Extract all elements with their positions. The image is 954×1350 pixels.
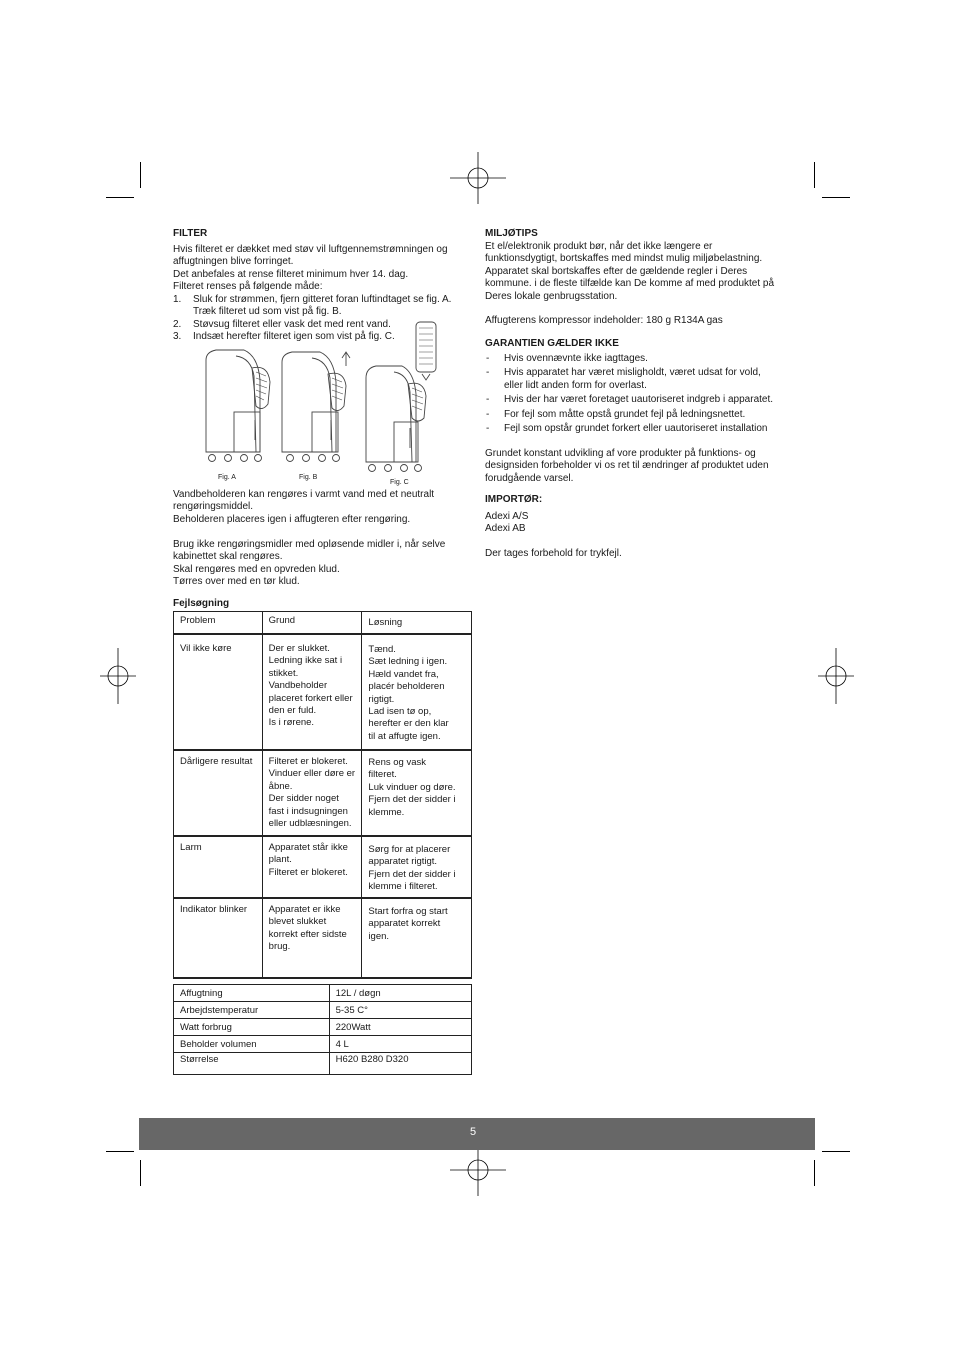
text-line: Træk filteret ud som vist på fig. B.: [193, 306, 342, 318]
text-line: Luk vinduer og døre.: [368, 781, 456, 793]
registration-mark-top: [450, 152, 506, 204]
step-number: 3.: [173, 331, 182, 343]
table-row: [174, 836, 472, 898]
column-header: Grund: [262, 612, 362, 635]
text-line: klemme i filteret.: [368, 881, 438, 893]
cause-cell: [262, 750, 362, 836]
solution-cell: [362, 634, 472, 750]
spec-label: Størrelse: [174, 1053, 330, 1075]
text-line: Is i rørene.: [268, 717, 315, 729]
text-line: eller udblæsningen.: [268, 818, 352, 830]
fig-c-label: Fig. C: [390, 479, 409, 486]
text-line: Apparatet står ikke: [268, 842, 348, 853]
spec-value: 5-35 C°: [329, 1002, 471, 1019]
text-line: Sluk for strømmen, fjern gitteret foran luftindtaget se fig. A.: [193, 294, 452, 305]
text-line: Apparatet skal bortskaffes efter de gældende regler i Deres: [485, 265, 748, 277]
text-line: Det anbefales at rense filteret minimum hver 14. dag.: [173, 268, 409, 280]
table-row: [174, 898, 472, 978]
list-item: [485, 353, 785, 365]
text-line: Ledning ikke sat i: [268, 655, 343, 667]
text-line: Sæt ledning i igen.: [368, 656, 448, 668]
text-line: Apparatet er ikke: [268, 904, 341, 915]
registration-mark-right: [818, 648, 854, 704]
text-line: Fjern det der sidder i: [368, 794, 456, 806]
problem-cell: Indikator blinker: [174, 898, 263, 978]
miljo-heading: MILJØTIPS: [485, 228, 538, 239]
spec-value: H620 B280 D320: [329, 1053, 471, 1075]
text-line: korrekt efter sidste: [268, 928, 347, 940]
text-line: eller lidt anden form for overlast.: [504, 379, 647, 391]
crop-mark: [814, 1160, 815, 1186]
solution-cell: [362, 898, 472, 978]
dash-bullet: -: [486, 367, 490, 379]
text-line: klemme.: [368, 806, 405, 818]
text-line: Adexi AB: [485, 523, 526, 535]
crop-mark: [106, 1151, 134, 1152]
text-line: Hvis apparatet har været misligholdt, været udsat for vold,: [504, 367, 761, 379]
troubleshooting-table: [173, 611, 472, 979]
text-line: Filteret er blokeret.: [268, 756, 348, 767]
crop-mark: [106, 197, 134, 198]
text-line: herefter er den klar: [368, 718, 449, 730]
text-line: forudgående varsel.: [485, 472, 574, 484]
table-row: [174, 750, 472, 836]
table-row: [174, 1019, 472, 1036]
text-line: filteret.: [368, 769, 397, 781]
text-line: Start forfra og start: [368, 906, 448, 917]
text-line: Der er slukket.: [268, 643, 330, 654]
text-line: Hvis der har været foretaget uautoriseret indgreb i apparatet.: [504, 394, 774, 406]
text-line: plant.: [268, 854, 292, 866]
text-line: Støvsug filteret eller vask det med rent vand.: [193, 318, 391, 330]
step-item: [173, 294, 473, 319]
page-number: 5: [470, 1126, 477, 1138]
text-line: rigtigt.: [368, 693, 395, 705]
column-header: Løsning: [362, 612, 472, 635]
solution-cell: [362, 836, 472, 898]
spec-value: 4 L: [329, 1036, 471, 1053]
spec-value: 12L / døgn: [329, 985, 471, 1002]
spec-label: Beholder volumen: [174, 1036, 330, 1053]
filter-illustration: [196, 320, 446, 490]
table-row: [174, 1053, 472, 1075]
registration-mark-bottom: [450, 1144, 506, 1196]
text-line: Beholderen placeres igen i affugteren efter rengøring.: [173, 513, 411, 525]
cause-cell: [262, 634, 362, 750]
table-row: [174, 1002, 472, 1019]
text-line: rengøringsmiddel.: [173, 501, 254, 513]
filter-after: [173, 489, 473, 526]
text-line: Grundet konstant udvikling af vore produkter på funktions- og: [485, 448, 756, 459]
text-line: Skal rengøres med en opvreden klud.: [173, 563, 340, 575]
list-item: [485, 367, 785, 392]
text-line: kabinettet skal rengøres.: [173, 551, 283, 563]
troubleshooting-heading: Fejlsøgning: [173, 598, 230, 609]
text-line: apparatet rigtigt.: [368, 856, 438, 868]
text-line: kommune. i de fleste tilfælde kan De komme af med produktet på: [485, 278, 775, 290]
text-line: designsiden forbeholder vi os ret til ændringer af produktet uden: [485, 460, 769, 472]
text-line: den er fuld.: [268, 705, 317, 717]
crop-mark: [822, 197, 850, 198]
table-row: [174, 634, 472, 750]
text-line: Tænd.: [368, 644, 396, 655]
text-line: funktionsdygtigt, bortskaffes med mindst mulig miljøbelastning.: [485, 253, 763, 265]
text-line: Adexi A/S: [485, 511, 529, 522]
importor-list: [485, 511, 528, 536]
list-item: [485, 423, 785, 435]
spec-label: Affugtning: [174, 985, 330, 1002]
miljo-text: [485, 241, 785, 303]
cause-cell: [262, 836, 362, 898]
text-line: blevet slukket: [268, 916, 327, 928]
problem-cell: Larm: [174, 836, 263, 898]
text-line: Vinduer eller døre er: [268, 768, 356, 780]
text-line: Hvis filteret er dækket med støv vil luftgennemstrømningen og: [173, 244, 448, 255]
text-line: Rens og vask: [368, 757, 426, 768]
text-line: Et el/elektronik produkt bør, når det ikke længere er: [485, 241, 713, 252]
text-line: Indsæt herefter filteret igen som vist på fig. C.: [193, 331, 395, 343]
crop-mark: [822, 1151, 850, 1152]
solution-cell: [362, 750, 472, 836]
text-line: Fjern det der sidder i: [368, 868, 456, 880]
text-line: placér beholderen: [368, 681, 445, 693]
garanti-note: [485, 448, 785, 485]
filter-intro: [173, 244, 473, 294]
fig-b-label: Fig. B: [299, 474, 318, 481]
text-line: apparatet korrekt: [368, 918, 441, 930]
text-line: åbne.: [268, 780, 293, 792]
spec-table: [173, 984, 472, 1075]
spec-label: Watt forbrug: [174, 1019, 330, 1036]
text-line: igen.: [368, 930, 390, 942]
problem-cell: Dårligere resultat: [174, 750, 263, 836]
filter-heading: FILTER: [173, 228, 208, 239]
text-line: Der sidder noget: [268, 793, 339, 805]
text-line: Brug ikke rengøringsmidler med opløsende midler i, når selve: [173, 539, 446, 550]
table-row: [174, 1036, 472, 1053]
cause-cell: [262, 898, 362, 978]
text-line: placeret forkert eller: [268, 692, 353, 704]
text-line: Filteret renses på følgende måde:: [173, 281, 323, 293]
dash-bullet: -: [486, 408, 490, 420]
text-line: affugtningen blive forringet.: [173, 256, 294, 268]
text-line: brug.: [268, 941, 291, 953]
text-line: Hvis ovennævnte ikke iagttages.: [504, 353, 648, 364]
text-line: Sørg for at placerer: [368, 844, 451, 855]
text-line: Tørres over med en tør klud.: [173, 576, 300, 588]
disclaimer-text: Der tages forbehold for trykfejl.: [485, 548, 622, 559]
fig-a-label: Fig. A: [218, 474, 236, 481]
problem-cell: Vil ikke køre: [174, 634, 263, 750]
text-line: Hæld vandet fra,: [368, 668, 439, 680]
list-item: [485, 409, 785, 421]
text-line: Deres lokale genbrugsstation.: [485, 290, 618, 302]
compressor-text: Affugterens kompressor indeholder: 180 g R134A gas: [485, 315, 723, 326]
text-line: Vandbeholderen kan rengøres i varmt vand med et neutralt: [173, 489, 435, 500]
registration-mark-left: [100, 648, 136, 704]
table-row: [174, 985, 472, 1002]
dash-bullet: -: [486, 353, 490, 364]
text-line: til at affugte igen.: [368, 730, 441, 742]
text-line: Filteret er blokeret.: [268, 866, 348, 878]
column-header: Problem: [174, 612, 263, 635]
dash-bullet: -: [486, 394, 490, 406]
text-line: Fejl som opstår grundet forkert eller uautoriseret installation: [504, 423, 768, 435]
dash-bullet: -: [486, 423, 490, 435]
text-line: Lad isen tø op,: [368, 706, 432, 718]
garanti-list: [485, 353, 785, 435]
crop-mark: [140, 162, 141, 188]
footer-bar: [139, 1118, 815, 1150]
importor-heading: IMPORTØR:: [485, 494, 543, 505]
text-line: fast i indsugningen: [268, 805, 348, 817]
table-header-row: [174, 612, 472, 635]
garanti-heading: GARANTIEN GÆLDER IKKE: [485, 338, 619, 349]
step-number: 2.: [173, 318, 182, 330]
step-number: 1.: [173, 294, 182, 305]
text-line: Vandbeholder: [268, 680, 328, 692]
crop-mark: [814, 162, 815, 188]
text-line: For fejl som måtte opstå grundet fejl på ledningsnettet.: [504, 408, 746, 420]
spec-value: 220Watt: [329, 1019, 471, 1036]
list-item: [485, 394, 785, 406]
text-line: stikket.: [268, 667, 299, 679]
filter-care: [173, 539, 473, 589]
crop-mark: [140, 1160, 141, 1186]
spec-label: Arbejdstemperatur: [174, 1002, 330, 1019]
